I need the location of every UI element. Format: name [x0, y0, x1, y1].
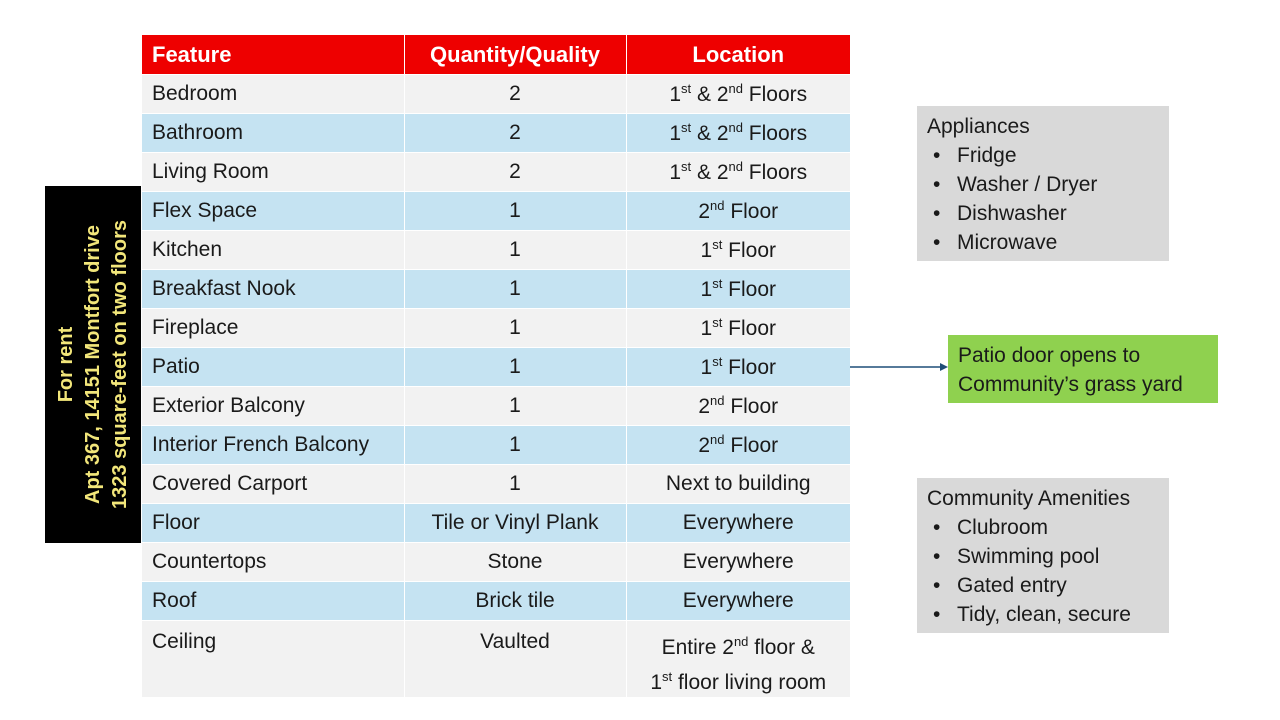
amenities-title: Community Amenities	[927, 487, 1131, 510]
feature-cell: Living Room	[142, 153, 404, 192]
table-row	[142, 231, 850, 270]
location-text: 1	[669, 122, 682, 145]
table-row	[142, 465, 850, 504]
amenities-list	[927, 513, 1159, 629]
feature-cell: Floor	[142, 504, 404, 543]
location-text: Floors	[742, 83, 808, 106]
location-cell: Next to building	[626, 465, 850, 504]
quantity-cell: 1	[404, 309, 626, 348]
banner-line-2: Apt 367, 14151 Montfort drive	[81, 225, 104, 504]
location-text: & 2	[691, 161, 729, 184]
ordinal-suffix: nd	[710, 432, 725, 447]
location-text: 2	[698, 200, 711, 223]
location-cell: Everywhere	[626, 504, 850, 543]
table-row	[142, 192, 850, 231]
location-text: 1	[700, 317, 713, 340]
location-text: 2	[698, 395, 711, 418]
table-header-row	[142, 35, 850, 75]
feature-cell: Roof	[142, 582, 404, 621]
table-row	[142, 75, 850, 114]
appliances-list	[927, 141, 1159, 257]
ordinal-suffix: nd	[710, 393, 725, 408]
table-row	[142, 270, 850, 309]
quantity-cell: Tile or Vinyl Plank	[404, 504, 626, 543]
for-rent-banner	[45, 186, 141, 543]
location-cell	[626, 114, 850, 153]
location-text: Floors	[742, 161, 808, 184]
location-text: 1	[700, 239, 713, 262]
location-text: Entire 2	[661, 636, 734, 659]
feature-cell: Covered Carport	[142, 465, 404, 504]
quantity-cell: 1	[404, 387, 626, 426]
list-item: • Swimming pool	[927, 542, 1159, 571]
arrow-right-icon	[850, 360, 950, 374]
header-feature: Feature	[142, 35, 404, 75]
location-cell	[626, 387, 850, 426]
location-cell	[626, 621, 850, 698]
ordinal-suffix: nd	[733, 634, 749, 649]
feature-cell: Fireplace	[142, 309, 404, 348]
quantity-cell: 1	[404, 192, 626, 231]
location-cell	[626, 348, 850, 387]
ordinal-suffix: nd	[728, 120, 743, 135]
table-row	[142, 426, 850, 465]
table-row	[142, 153, 850, 192]
location-text: 1	[650, 671, 662, 694]
patio-note-line-2: Community’s grass yard	[958, 373, 1183, 396]
location-text: Floor	[724, 395, 779, 418]
table-row	[142, 543, 850, 582]
ordinal-suffix: nd	[710, 198, 725, 213]
location-text: Floor	[724, 200, 779, 223]
feature-cell: Exterior Balcony	[142, 387, 404, 426]
table-row	[142, 621, 850, 698]
ordinal-suffix: st	[712, 354, 723, 369]
location-text: Floor	[722, 317, 776, 340]
location-text: floor living room	[672, 671, 827, 694]
feature-cell: Kitchen	[142, 231, 404, 270]
feature-cell: Patio	[142, 348, 404, 387]
quantity-cell: 2	[404, 114, 626, 153]
amenities-box	[917, 478, 1169, 633]
location-line	[637, 627, 841, 662]
banner-line-3: 1323 square-feet on two floors	[108, 220, 131, 509]
quantity-cell: Stone	[404, 543, 626, 582]
location-text: 2	[698, 434, 711, 457]
quantity-cell: Vaulted	[404, 621, 626, 698]
quantity-cell: 2	[404, 75, 626, 114]
table-row	[142, 387, 850, 426]
quantity-cell: 1	[404, 348, 626, 387]
ordinal-suffix: st	[712, 315, 723, 330]
header-quantity: Quantity/Quality	[404, 35, 626, 75]
location-cell	[626, 309, 850, 348]
list-item: • Fridge	[927, 141, 1159, 170]
location-cell: Everywhere	[626, 582, 850, 621]
appliances-box	[917, 106, 1169, 261]
location-cell	[626, 75, 850, 114]
features-table	[142, 35, 850, 697]
location-line	[637, 662, 841, 697]
list-item: • Microwave	[927, 228, 1159, 257]
list-item: • Tidy, clean, secure	[927, 600, 1159, 629]
feature-cell: Interior French Balcony	[142, 426, 404, 465]
ordinal-suffix: nd	[728, 159, 743, 174]
feature-cell: Bedroom	[142, 75, 404, 114]
header-location: Location	[626, 35, 850, 75]
table-row	[142, 582, 850, 621]
list-item: • Gated entry	[927, 571, 1159, 600]
ordinal-suffix: st	[712, 237, 723, 252]
quantity-cell: 2	[404, 153, 626, 192]
location-text: Floor	[722, 278, 776, 301]
feature-cell: Ceiling	[142, 621, 404, 698]
quantity-cell: Brick tile	[404, 582, 626, 621]
list-item: • Washer / Dryer	[927, 170, 1159, 199]
location-cell	[626, 192, 850, 231]
ordinal-suffix: nd	[728, 81, 743, 96]
list-item: • Clubroom	[927, 513, 1159, 542]
location-text: 1	[669, 83, 682, 106]
location-text: Floor	[724, 434, 779, 457]
location-cell	[626, 270, 850, 309]
banner-text	[53, 220, 134, 509]
table-row	[142, 114, 850, 153]
ordinal-suffix: st	[712, 276, 723, 291]
patio-note-line-1: Patio door opens to	[958, 344, 1141, 367]
location-cell	[626, 426, 850, 465]
table-row	[142, 348, 850, 387]
location-text: 1	[669, 161, 682, 184]
feature-cell: Countertops	[142, 543, 404, 582]
table-row	[142, 504, 850, 543]
location-text: Floors	[742, 122, 808, 145]
feature-cell: Breakfast Nook	[142, 270, 404, 309]
list-item: • Dishwasher	[927, 199, 1159, 228]
location-cell	[626, 153, 850, 192]
feature-cell: Bathroom	[142, 114, 404, 153]
location-text: & 2	[691, 83, 729, 106]
ordinal-suffix: st	[681, 159, 692, 174]
quantity-cell: 1	[404, 465, 626, 504]
ordinal-suffix: st	[681, 81, 692, 96]
quantity-cell: 1	[404, 426, 626, 465]
location-text: floor &	[748, 636, 815, 659]
location-cell	[626, 231, 850, 270]
banner-line-1: For rent	[54, 326, 77, 403]
location-text: & 2	[691, 122, 729, 145]
ordinal-suffix: st	[662, 669, 673, 684]
location-cell: Everywhere	[626, 543, 850, 582]
location-text: 1	[700, 356, 713, 379]
location-text: Floor	[722, 356, 776, 379]
feature-cell: Flex Space	[142, 192, 404, 231]
patio-note	[948, 335, 1218, 403]
appliances-title: Appliances	[927, 115, 1030, 138]
location-text: Floor	[722, 239, 776, 262]
table-row	[142, 309, 850, 348]
ordinal-suffix: st	[681, 120, 692, 135]
location-text: 1	[700, 278, 713, 301]
quantity-cell: 1	[404, 270, 626, 309]
quantity-cell: 1	[404, 231, 626, 270]
